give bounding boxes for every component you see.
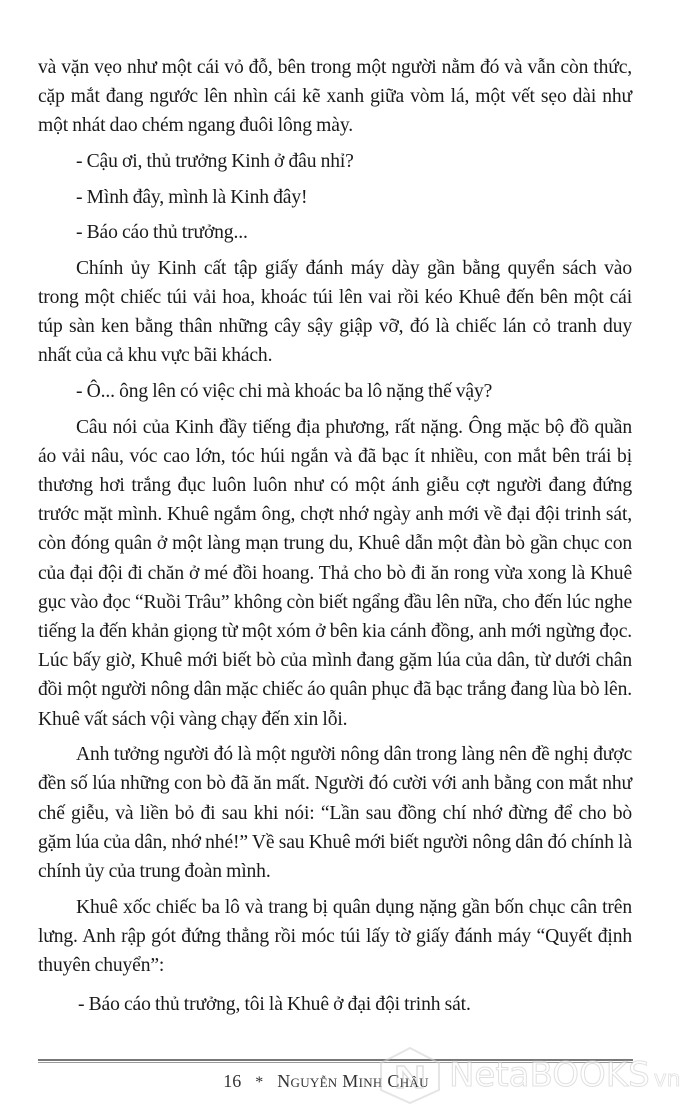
page-number: 16 xyxy=(223,1071,242,1091)
paragraph: Câu nói của Kinh đầy tiếng địa phương, rất nặng. Ông mặc bộ đồ quần áo vải nâu, vóc cao lớn, tóc húi ngắn và đã bạc ít nhiều, con mắt bên trái bị thương hơi trắng đục luôn luôn như có một ánh giễu cợt người đang đứng trước mặt mình. Khuê ngắm ông, chợt nhớ ngày anh mới về đại đội trinh sát, còn đóng quân ở một làng mạn trung du, Khuê dẫn một đàn bò gần chục con của đại đội đi chăn ở mé đồi hoang. Thả cho bò đi ăn rong vừa xong là Khuê gục vào đọc “Ruồi Trâu” không còn biết ngẩng đầu lên nữa, cho đến lúc nghe tiếng la đến khản giọng từ một xóm ở bên kia cánh đồng, anh mới ngừng đọc. Lúc bấy giờ, Khuê mới biết bò của mình đang gặm lúa của dân, từ dưới chân đồi một người nông dân mặc chiếc áo quân phục đã bạc trắng đang lùa bò lên. Khuê vất sách vội vàng chạy đến xin lỗi. xyxy=(38,416,632,730)
paragraph: Khuê xốc chiếc ba lô và trang bị quân dụng nặng gần bốn chục cân trên lưng. Anh rập gót đứng thẳng rồi móc túi lấy tờ giấy đánh máy “Quyết định thuyên chuyển”: xyxy=(38,896,632,977)
dialogue-line: - Báo cáo thủ trưởng... xyxy=(76,222,248,244)
paragraph: Chính ủy Kinh cất tập giấy đánh máy dày gần bằng quyển sách vào trong một chiếc túi vải hoa, khoác túi lên vai rồi kéo Khuê đến bên một cái túp sàn ken bằng thân những cây sậy giập vỡ, đó là chiếc lán cỏ tranh duy nhất của cả khu vực bãi khách. xyxy=(38,257,632,367)
page-body xyxy=(38,53,632,1026)
dialogue-line: - Cậu ơi, thủ trưởng Kinh ở đâu nhỉ? xyxy=(76,151,354,172)
dialogue-line: - Ô... ông lên có việc chi mà khoác ba lô nặng thế vậy? xyxy=(76,380,493,402)
dialogue-line: - Mình đây, mình là Kinh đây! xyxy=(76,186,308,208)
footer-divider xyxy=(38,1059,633,1063)
asterisk-separator: * xyxy=(255,1074,264,1091)
paragraph: Anh tưởng người đó là một người nông dân trong làng nên đề nghị được đền số lúa những con bò đã ăn mất. Người đó cười với anh bằng con mắt như chế giễu, và liền bỏ đi sau khi nói: “Lần sau đồng chí nhớ đừng để cho bò gặm lúa của dân, nhớ nhé!” Về sau Khuê mới biết người nông dân đó chính là chính ủy của trung đoàn mình. xyxy=(38,744,632,883)
paragraph-continuation: và vặn vẹo như một cái vỏ đỗ, bên trong một người nằm đó và vẫn còn thức, cặp mắt đang ngước lên nhìn cái kẽ xanh giữa vòm lá, một vết sẹo dài như một nhát dao chém ngang đuôi lông mày. xyxy=(38,57,632,137)
running-footer xyxy=(0,1069,700,1095)
author-name: Nguyễn Minh Châu xyxy=(277,1071,429,1091)
dialogue-line: - Báo cáo thủ trưởng, tôi là Khuê ở đại đội trinh sát. xyxy=(78,994,471,1016)
watermark-brand: NetaBOOKS vn xyxy=(449,1055,681,1095)
